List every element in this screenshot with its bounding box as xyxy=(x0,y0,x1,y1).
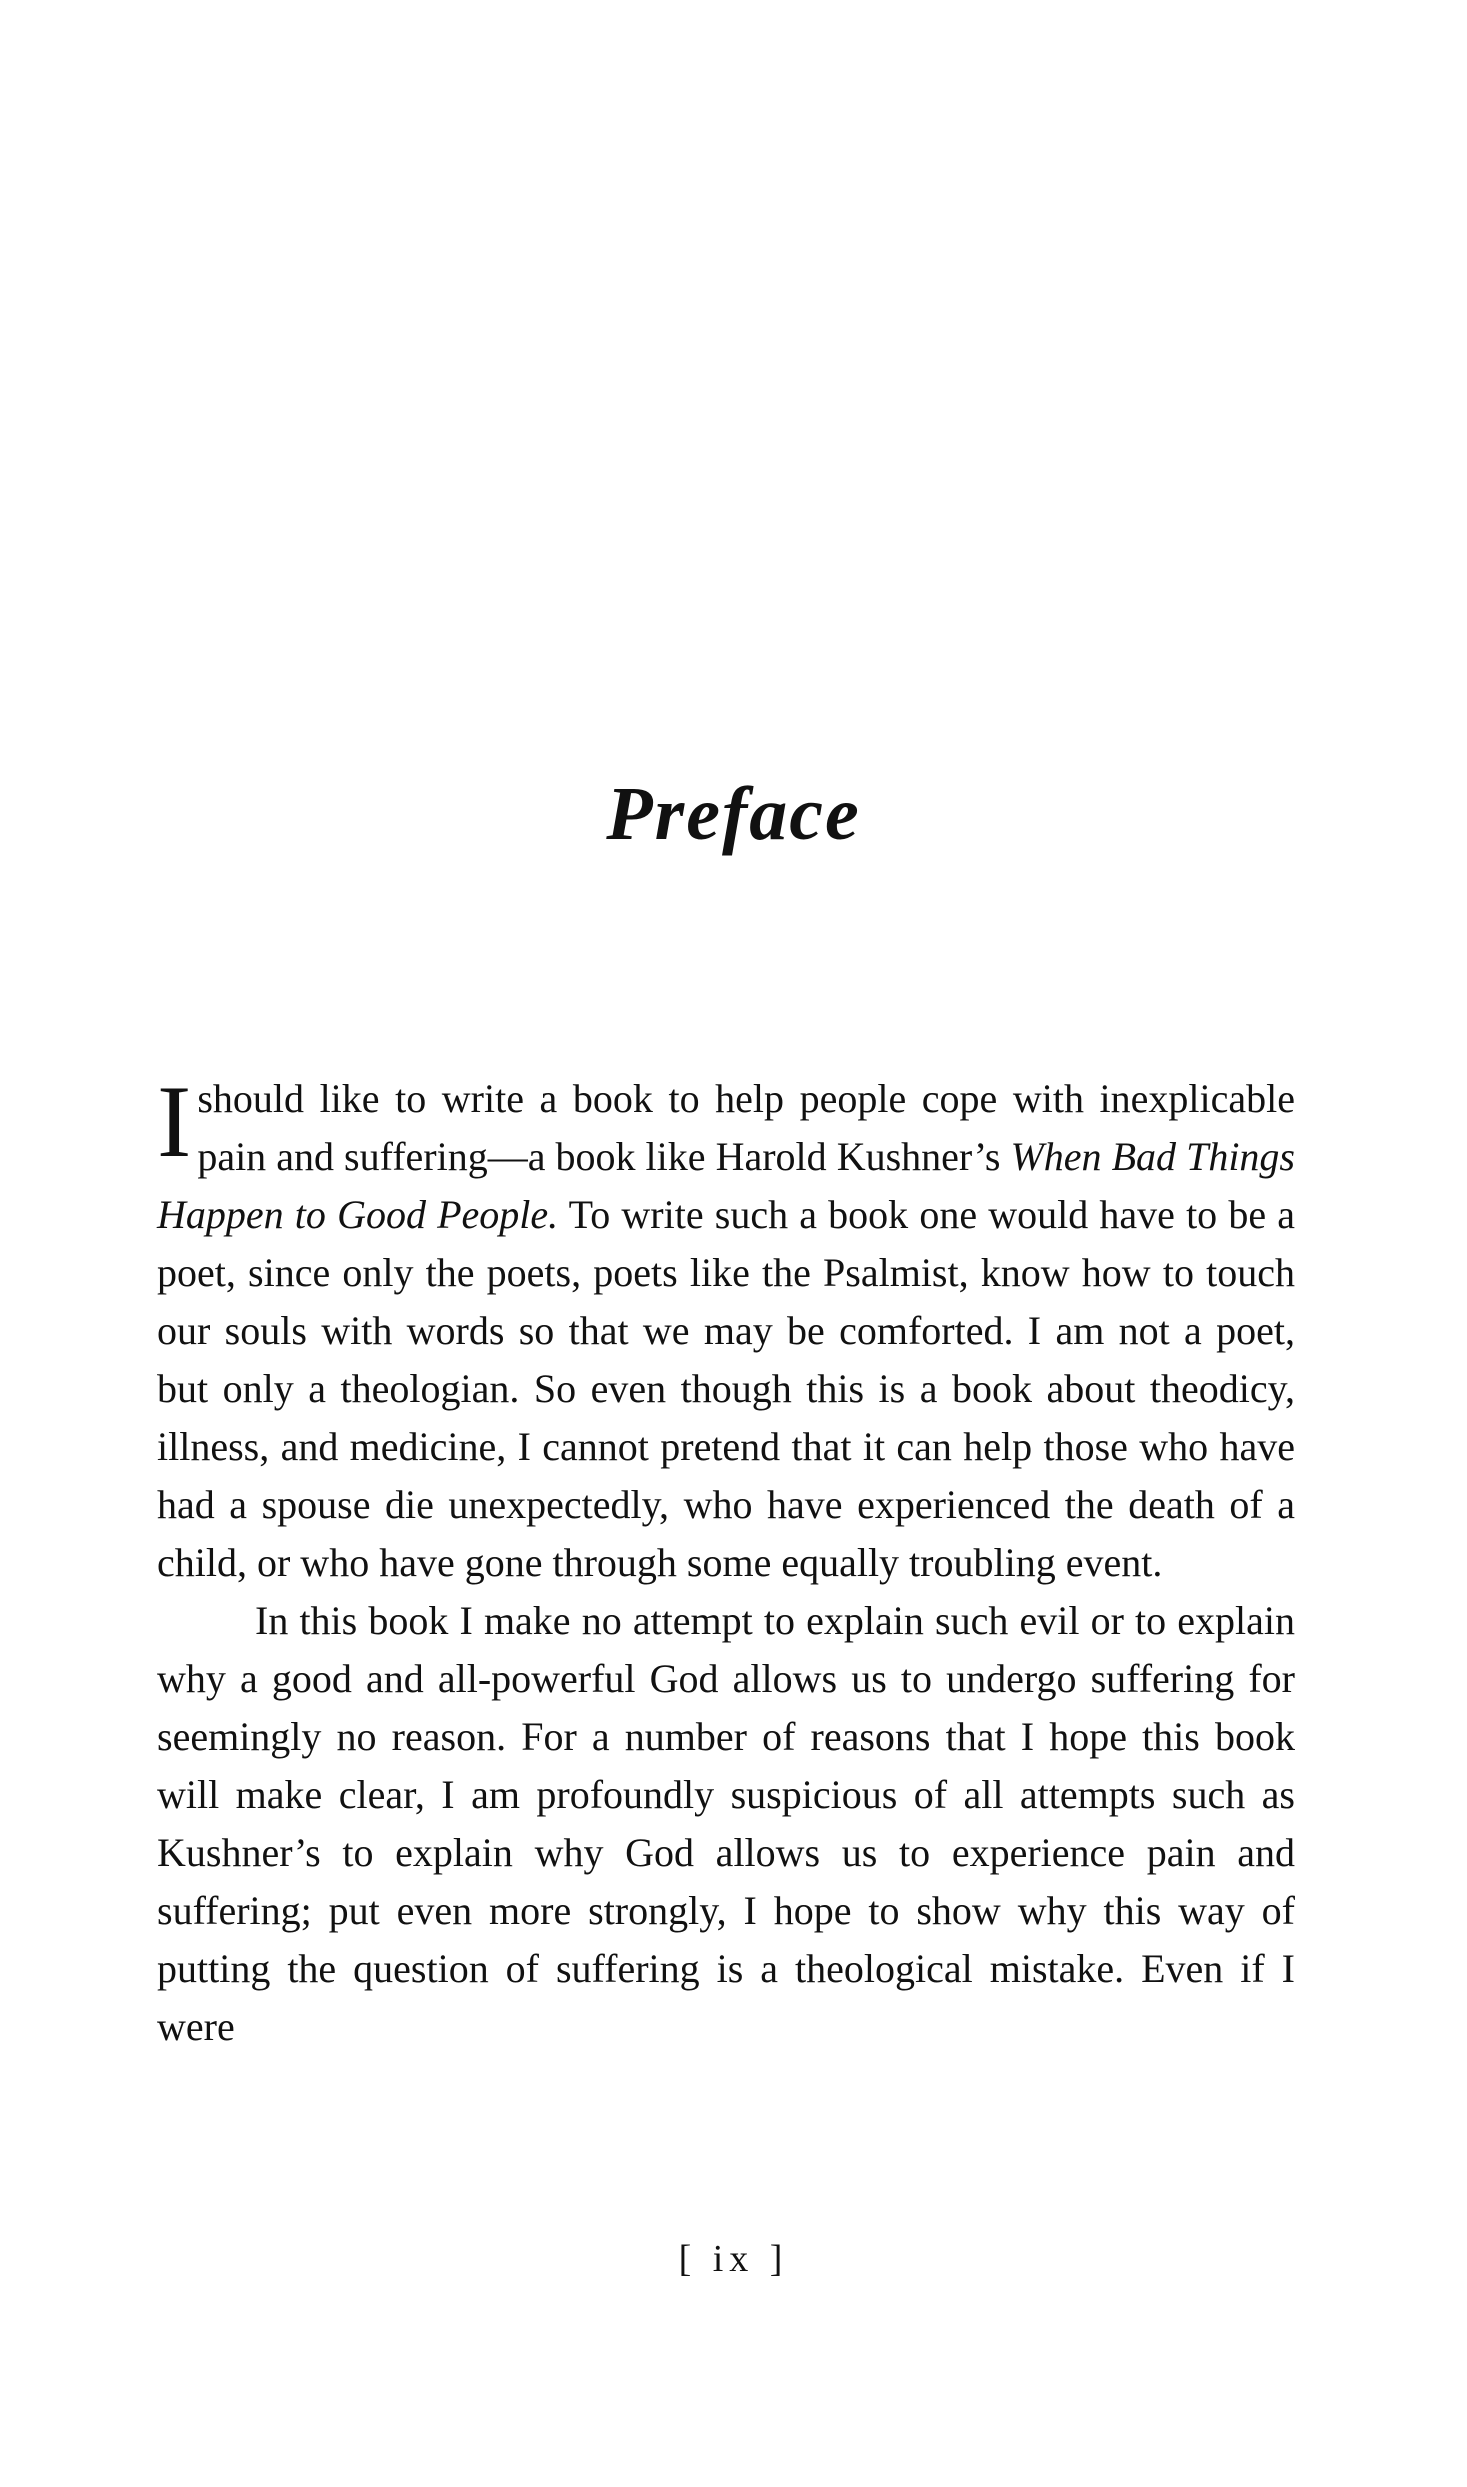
paragraph-1-text-b: To write such a book one would have to be a poet, since only the poets, poets like the Psalmist, know how to touch our souls with words so that we may be comforted. I am not a poet, but only a theologian. So even though this is a book about theodicy, illness, and medicine, I cannot pretend that it can help those who have had a spouse die unexpectedly, who have experienced the death of a child, or who have gone through some equally troubling event. xyxy=(157,1192,1296,1585)
page-number: [ ix ] xyxy=(678,2238,789,2280)
drop-cap: I xyxy=(157,1065,192,1179)
body-text xyxy=(157,1065,1296,2056)
paragraph-2: In this book I make no attempt to explain such evil or to explain why a good and all-powerful God allows us to undergo suffering for seemingly no reason. For a number of reasons that I hope this book will make clear, I am profoundly suspicious of all attempts such as Kushner’s to explain why God allows us to experience pain and suffering; put even more strongly, I hope to show why this way of putting the question of suffering is a theological mistake. Even if I were xyxy=(157,1598,1295,2049)
chapter-title: Preface xyxy=(606,771,861,856)
paragraph-1 xyxy=(157,1065,1296,1592)
paragraph-1-text-a: should like to write a book to help people cope with inexplicable pain and suffering—a book like Harold Kushner’s xyxy=(197,1076,1295,1179)
book-title-reference: When Bad Things Happen to Good People. xyxy=(157,1134,1296,1237)
